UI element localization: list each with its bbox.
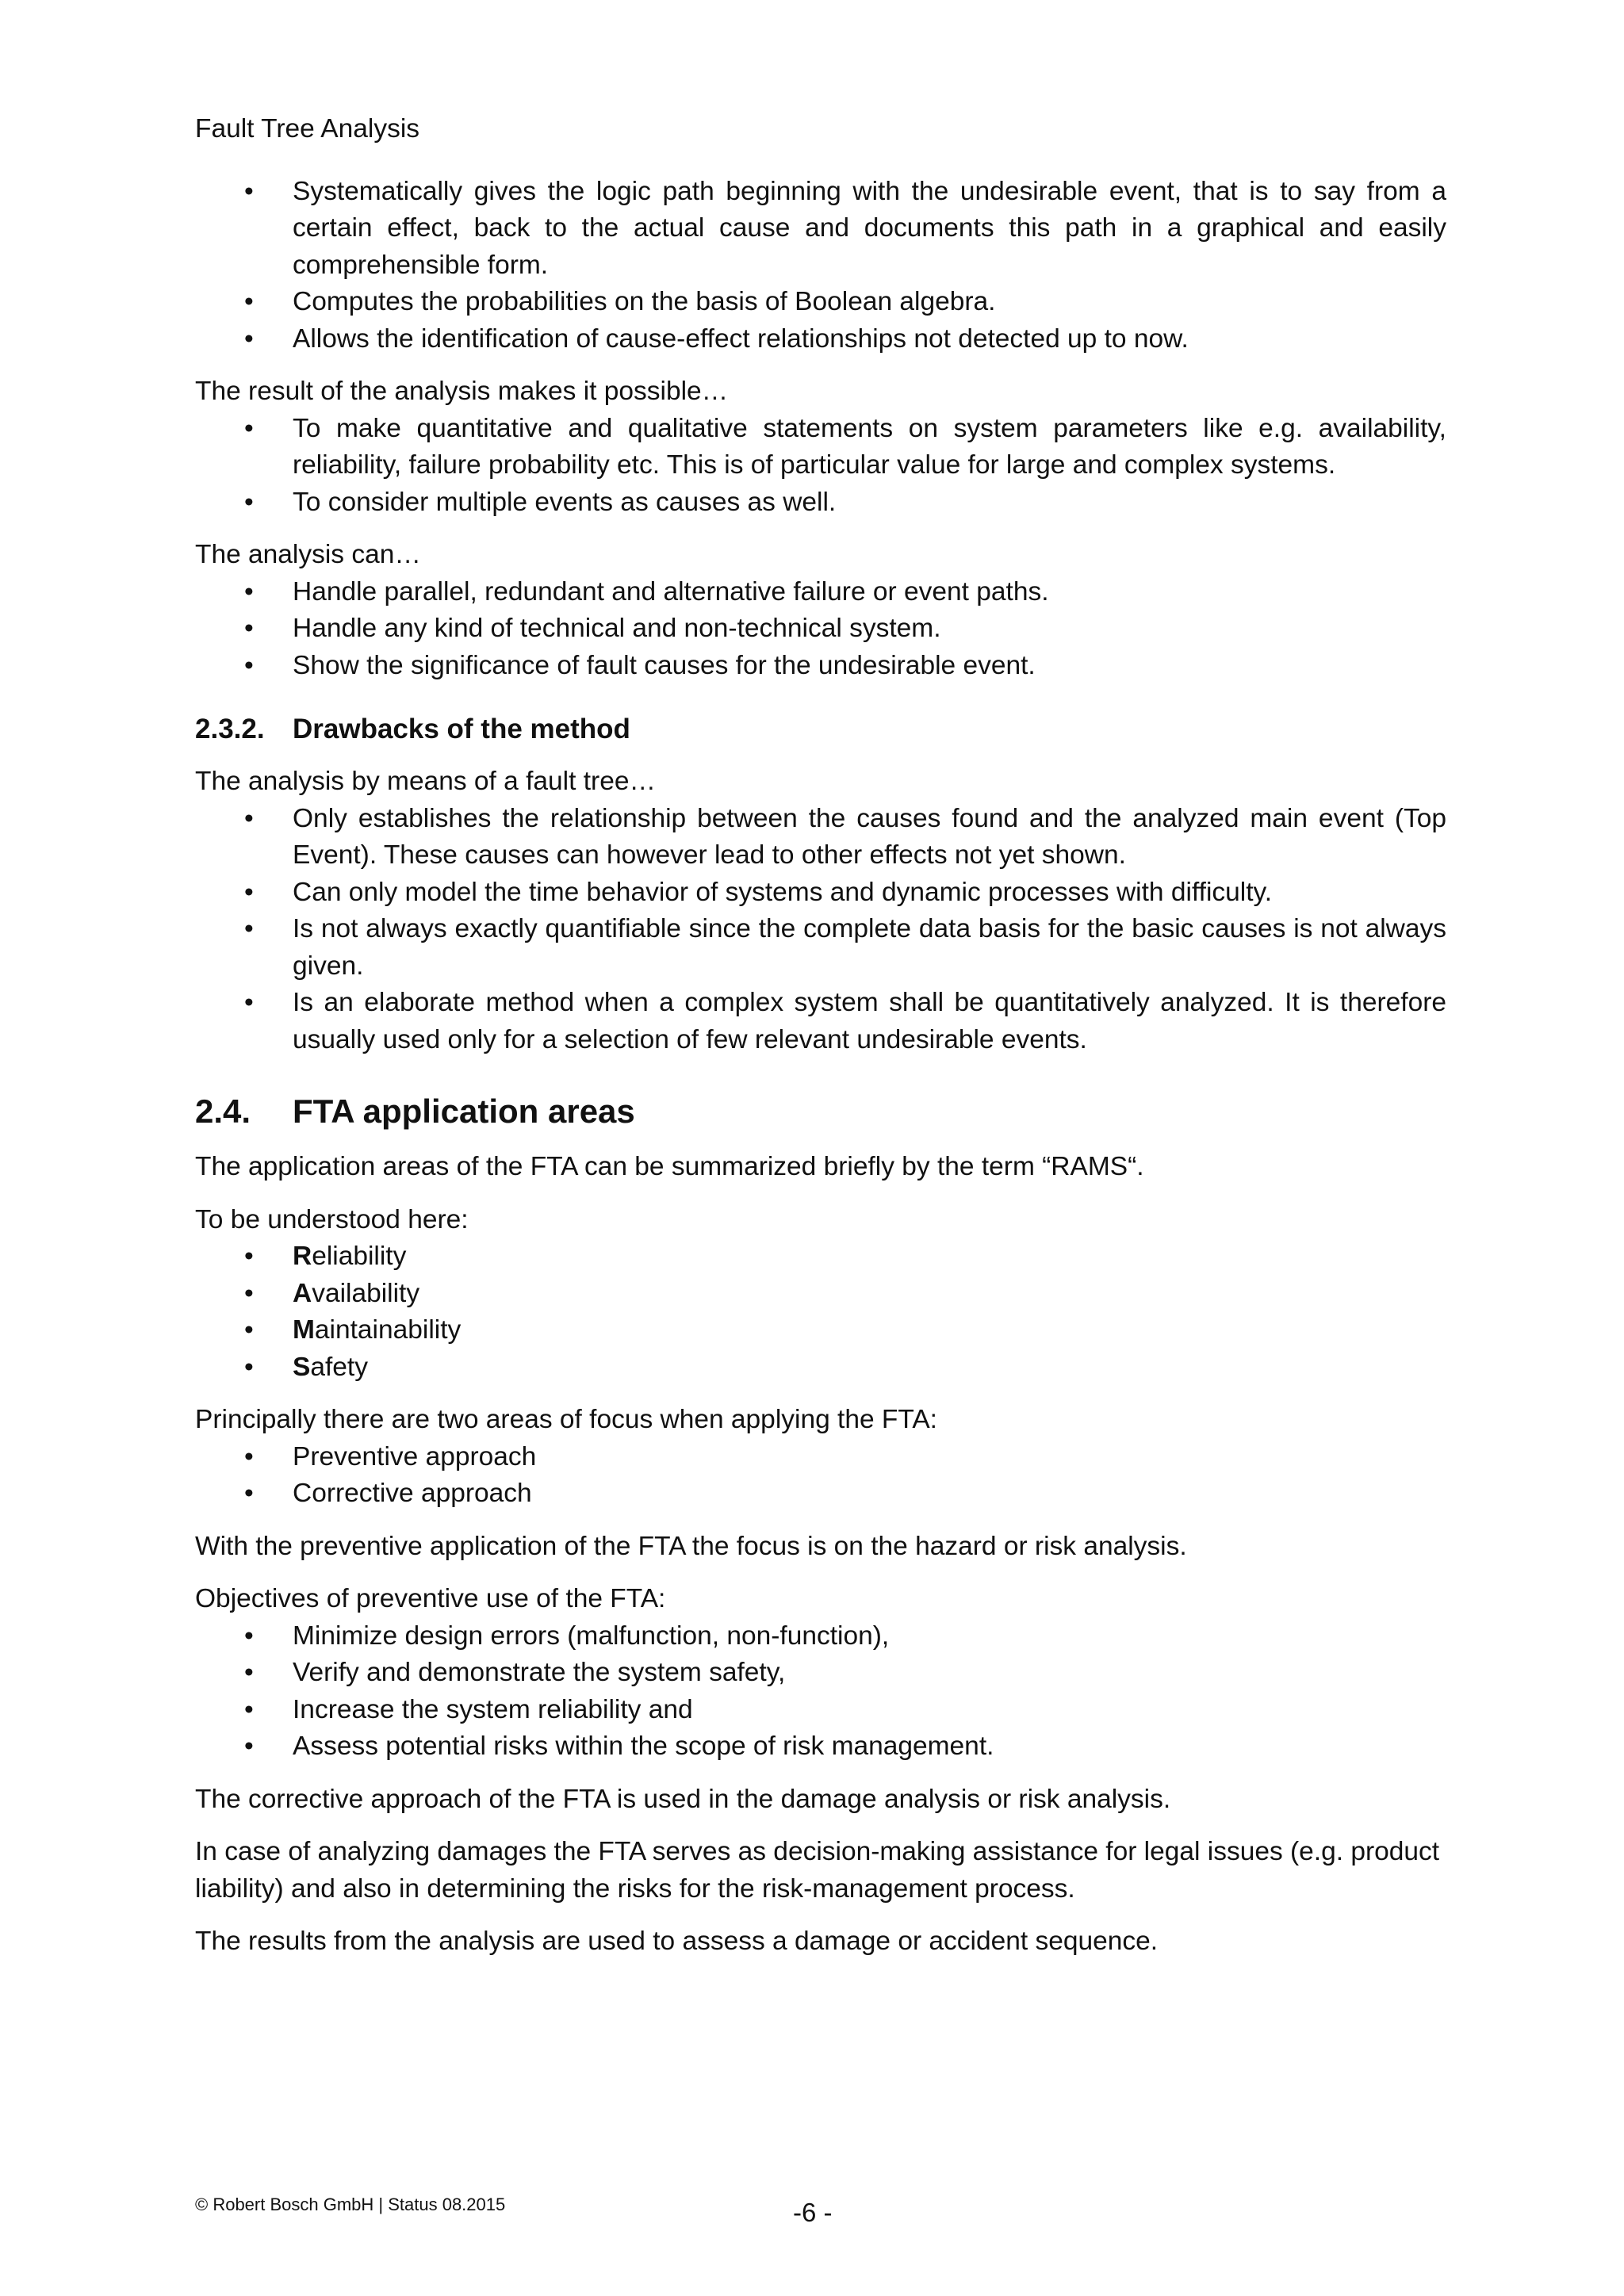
list-item: • Corrective approach bbox=[195, 1475, 1446, 1513]
bullet-icon: • bbox=[244, 650, 254, 680]
rams-list bbox=[195, 1238, 1446, 1386]
bullet-icon: • bbox=[244, 1441, 254, 1471]
list-item: • Is not always exactly quantifiable since the complete data basis for the basic causes is not always given. bbox=[195, 911, 1446, 985]
running-header: Fault Tree Analysis bbox=[195, 114, 420, 144]
section-number: 2.3.2. bbox=[195, 714, 265, 744]
section-title: FTA application areas bbox=[293, 1093, 635, 1130]
list-item: • To consider multiple events as causes as well. bbox=[195, 484, 1446, 522]
rams-intro: The application areas of the FTA can be summarized briefly by the term “RAMS“. bbox=[195, 1152, 1144, 1181]
list-item: • Safety bbox=[195, 1349, 1446, 1387]
list-item: • Verify and demonstrate the system safety, bbox=[195, 1655, 1446, 1692]
bullet-icon: • bbox=[244, 1694, 254, 1724]
list-item: • Minimize design errors (malfunction, non-function), bbox=[195, 1618, 1446, 1655]
can-list bbox=[195, 574, 1446, 685]
bullet-icon: • bbox=[244, 1352, 254, 1382]
list-item: • Can only model the time behavior of systems and dynamic processes with difficulty. bbox=[195, 874, 1446, 912]
bullet-icon: • bbox=[244, 1242, 254, 1271]
section-number: 2.4. bbox=[195, 1093, 251, 1130]
can-intro: The analysis can… bbox=[195, 540, 421, 569]
page-number: -6 - bbox=[793, 2198, 833, 2227]
damages-text: In case of analyzing damages the FTA serves as decision-making assistance for legal issues (e.g. product liability) and also in determining the risks for the risk-management process. bbox=[195, 1837, 1440, 1904]
bullet-icon: • bbox=[244, 614, 254, 643]
bullet-icon: • bbox=[244, 1479, 254, 1508]
list-item: • Is an elaborate method when a complex system shall be quantitatively analyzed. It is therefore usually used only for a selection of few relevant undesirable events. bbox=[195, 985, 1446, 1058]
objectives-list bbox=[195, 1618, 1446, 1766]
list-item: • Assess potential risks within the scope of risk management. bbox=[195, 1728, 1446, 1766]
section-heading-application-areas bbox=[195, 1090, 1446, 1133]
footer-copyright: © Robert Bosch GmbH | Status 08.2015 bbox=[195, 2195, 506, 2214]
list-item: • Increase the system reliability and bbox=[195, 1692, 1446, 1729]
preventive-text: With the preventive application of the FTA the focus is on the hazard or risk analysis. bbox=[195, 1531, 1187, 1561]
bullet-icon: • bbox=[244, 988, 254, 1017]
bullet-icon: • bbox=[244, 1732, 254, 1761]
section-heading-drawbacks bbox=[195, 711, 1446, 748]
bullet-icon: • bbox=[244, 413, 254, 443]
focus-list bbox=[195, 1439, 1446, 1513]
bullet-icon: • bbox=[244, 323, 254, 354]
list-item: • Reliability bbox=[195, 1238, 1446, 1276]
bullet-icon: • bbox=[244, 287, 254, 316]
corrective-text: The corrective approach of the FTA is used in the damage analysis or risk analysis. bbox=[195, 1784, 1171, 1814]
advantages-list bbox=[195, 174, 1446, 358]
drawbacks-intro: The analysis by means of a fault tree… bbox=[195, 767, 656, 796]
bullet-icon: • bbox=[244, 1621, 254, 1651]
bullet-icon: • bbox=[244, 1658, 254, 1687]
list-item: • Allows the identification of cause-effect relationships not detected up to now. bbox=[195, 321, 1446, 358]
drawbacks-list bbox=[195, 801, 1446, 1059]
result-list bbox=[195, 411, 1446, 522]
results-text: The results from the analysis are used to assess a damage or accident sequence. bbox=[195, 1927, 1159, 1956]
bullet-icon: • bbox=[244, 1315, 254, 1345]
list-item: • Only establishes the relationship between the causes found and the analyzed main event (Top Event). These causes can however lead to other effects not yet shown. bbox=[195, 801, 1446, 874]
bullet-icon: • bbox=[244, 803, 254, 833]
objectives-intro: Objectives of preventive use of the FTA: bbox=[195, 1584, 666, 1613]
focus-intro: Principally there are two areas of focus when applying the FTA: bbox=[195, 1405, 937, 1434]
list-item: • Handle any kind of technical and non-technical system. bbox=[195, 610, 1446, 648]
result-intro: The result of the analysis makes it possible… bbox=[195, 377, 729, 406]
bullet-icon: • bbox=[244, 877, 254, 907]
list-item: • Computes the probabilities on the basis of Boolean algebra. bbox=[195, 284, 1446, 321]
section-title: Drawbacks of the method bbox=[293, 714, 630, 744]
list-item: • Availability bbox=[195, 1276, 1446, 1313]
understood-text: To be understood here: bbox=[195, 1204, 469, 1234]
bullet-icon: • bbox=[244, 487, 254, 517]
list-item: • Preventive approach bbox=[195, 1439, 1446, 1476]
page-content bbox=[195, 111, 1446, 1961]
bullet-icon: • bbox=[244, 576, 254, 607]
list-item: • Show the significance of fault causes for the undesirable event. bbox=[195, 648, 1446, 685]
bullet-icon: • bbox=[244, 176, 254, 206]
list-item: • Systematically gives the logic path beginning with the undesirable event, that is to say from a certain effect, back to the actual cause and documents this path in a graphical and easily comprehensible form. bbox=[195, 174, 1446, 285]
list-item: • Maintainability bbox=[195, 1312, 1446, 1349]
list-item: • Handle parallel, redundant and alternative failure or event paths. bbox=[195, 574, 1446, 611]
list-item: • To make quantitative and qualitative statements on system parameters like e.g. availability, reliability, failure probability etc. This is of particular value for large and complex systems. bbox=[195, 411, 1446, 484]
bullet-icon: • bbox=[244, 914, 254, 943]
bullet-icon: • bbox=[244, 1278, 254, 1308]
